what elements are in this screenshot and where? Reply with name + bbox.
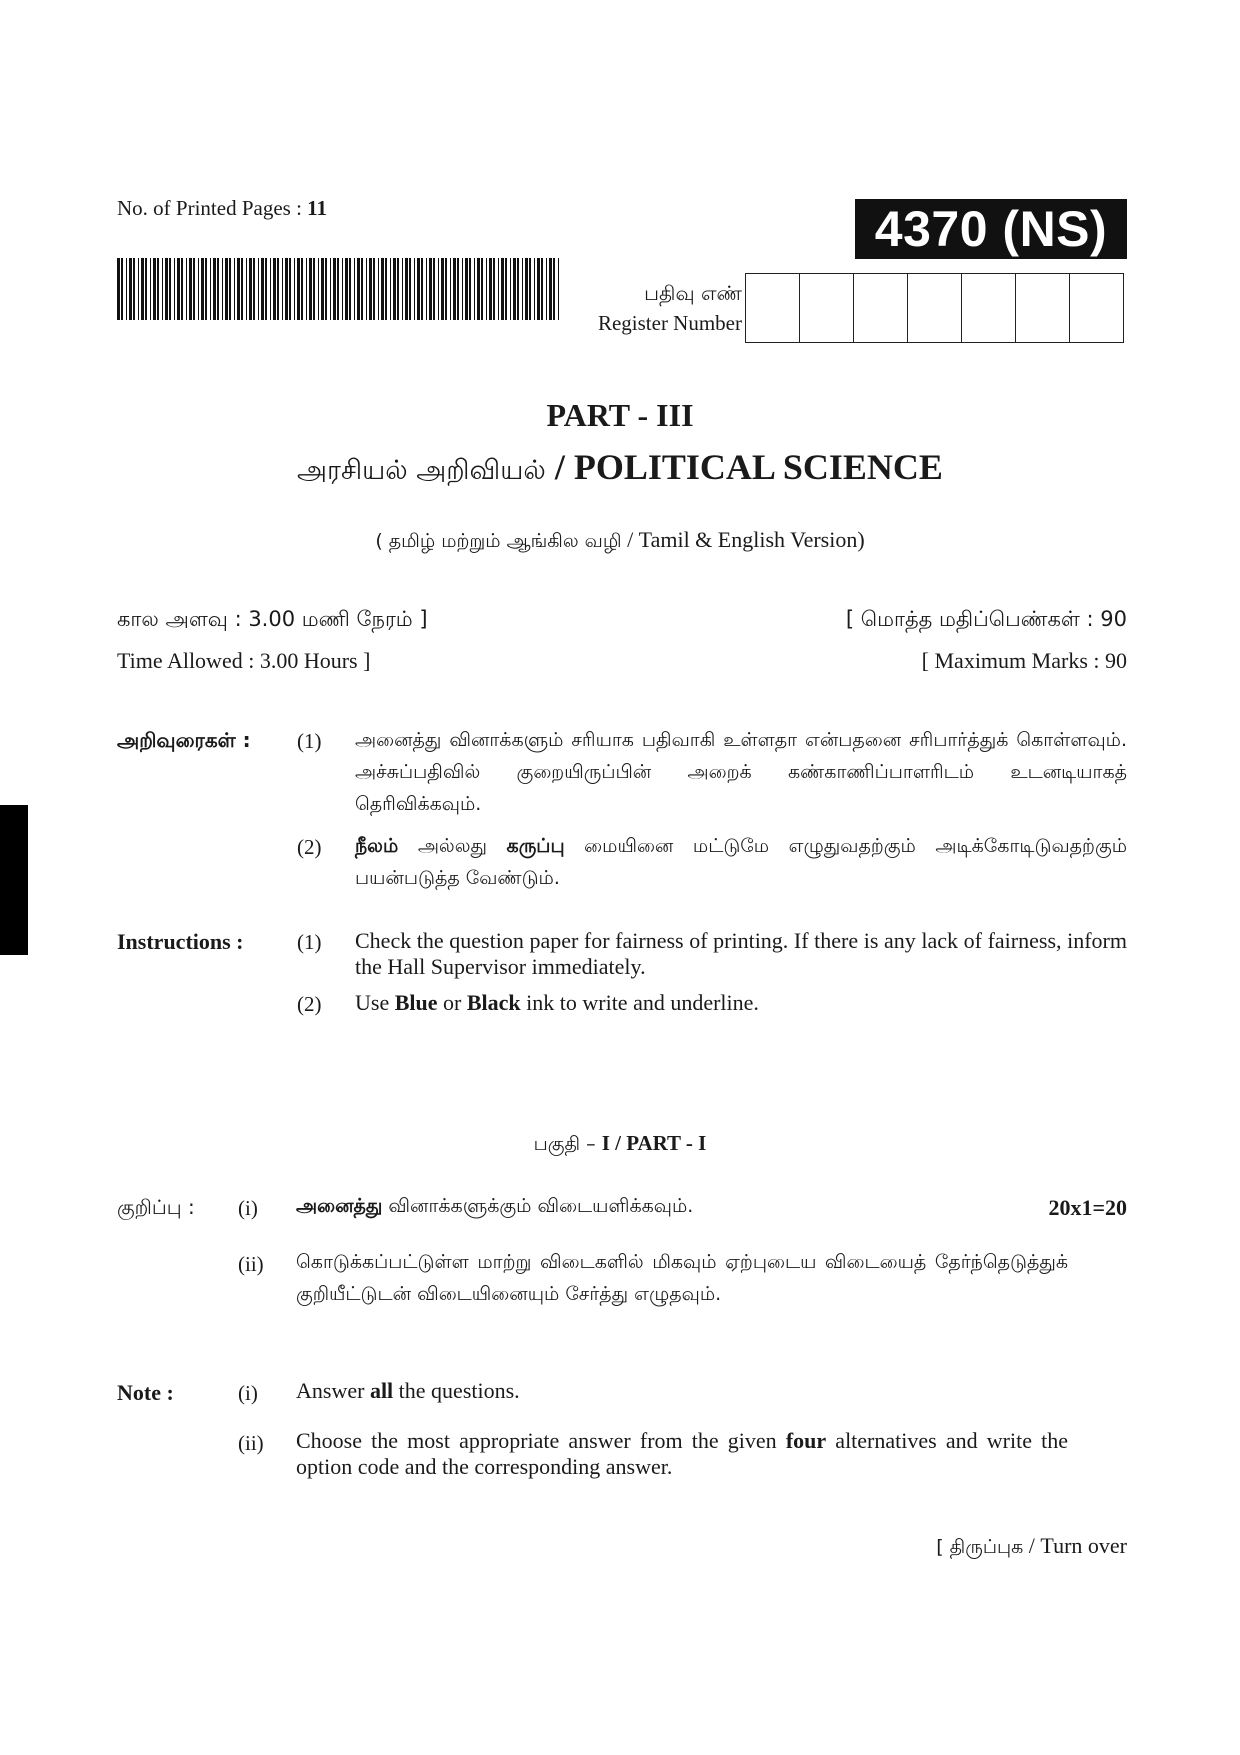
barcode-bar: [294, 258, 295, 320]
barcode-bar: [121, 258, 123, 320]
barcode-bar: [450, 258, 451, 320]
barcode-bar: [378, 258, 379, 320]
barcode-bar: [477, 258, 480, 320]
barcode-bar: [529, 258, 531, 320]
instructions-ta-label: அறிவுரைகள் :: [117, 728, 251, 752]
note-ta-text: அனைத்து வினாக்களுக்கும் விடையளிக்கவும்.: [296, 1195, 694, 1217]
barcode-bar: [237, 258, 240, 320]
barcode-bar: [369, 258, 372, 320]
barcode-bar: [481, 258, 483, 320]
barcode-bar: [181, 258, 183, 320]
barcode-bar: [534, 258, 535, 320]
barcode-bar: [213, 258, 216, 320]
barcode-bar: [373, 258, 375, 320]
barcode-bar: [301, 258, 303, 320]
barcode-bar: [438, 258, 439, 320]
barcode-bar: [333, 258, 336, 320]
instruction-ta-num: (2): [297, 835, 322, 859]
barcode-image: [117, 258, 562, 320]
barcode-bar: [349, 258, 351, 320]
barcode-bar: [282, 258, 283, 320]
barcode-bar: [462, 258, 463, 320]
barcode-bar: [246, 258, 247, 320]
barcode-bar: [354, 258, 355, 320]
barcode-bar: [489, 258, 492, 320]
barcode-bar: [525, 258, 528, 320]
register-number-label: பதிவு எண் Register Number: [597, 281, 742, 335]
instruction-en-num: (1): [297, 930, 322, 954]
barcode-bar: [318, 258, 319, 320]
barcode-bar: [469, 258, 471, 320]
instructions-en-label: Instructions :: [117, 929, 244, 954]
barcode-bar: [138, 258, 139, 320]
barcode-bar: [390, 258, 391, 320]
barcode-bar: [297, 258, 300, 320]
barcode-bar: [225, 258, 228, 320]
barcode-bar: [393, 258, 396, 320]
note-en-text: Choose the most appropriate answer from the given four alternatives and write the option code and the corresponding answer.: [296, 1428, 1068, 1479]
time-allowed-ta: கால அளவு : 3.00 மணி நேரம் ]: [117, 607, 428, 631]
barcode-bar: [522, 258, 523, 320]
register-box: [800, 274, 854, 342]
barcode-bar: [361, 258, 363, 320]
note-en-num: (i): [238, 1381, 258, 1405]
barcode-bar: [150, 258, 151, 320]
barcode-bar: [241, 258, 243, 320]
barcode-bar: [222, 258, 223, 320]
barcode-bar: [306, 258, 307, 320]
barcode-bar: [445, 258, 447, 320]
barcode-bar: [309, 258, 312, 320]
barcode-bar: [169, 258, 171, 320]
note-ta-label: குறிப்பு :: [117, 1195, 195, 1219]
note-en-label: Note :: [117, 1380, 174, 1405]
barcode-bar: [201, 258, 204, 320]
barcode-bar: [486, 258, 487, 320]
version-note: ( தமிழ் மற்றும் ஆங்கில வழி / Tamil & English Version): [375, 527, 865, 552]
barcode-bar: [337, 258, 339, 320]
barcode-bar: [253, 258, 255, 320]
barcode-bar: [153, 258, 156, 320]
barcode-bar: [345, 258, 348, 320]
register-box: [1016, 274, 1070, 342]
barcode-bar: [133, 258, 135, 320]
instruction-ta-text: நீலம் அல்லது கருப்பு மையினை மட்டுமே எழுதுவதற்கும் அடிக்கோடிடுவதற்கும் பயன்படுத்த வேண்டும்.: [355, 835, 1128, 889]
barcode-bar: [273, 258, 276, 320]
barcode-bar: [289, 258, 291, 320]
max-marks-en: [ Maximum Marks : 90: [921, 648, 1127, 673]
register-box: [1070, 274, 1123, 342]
barcode-bar: [186, 258, 187, 320]
barcode-bar: [189, 258, 192, 320]
barcode-bar: [505, 258, 507, 320]
barcode-bar: [330, 258, 331, 320]
register-box: [854, 274, 908, 342]
barcode-bar: [433, 258, 435, 320]
barcode-bar: [321, 258, 324, 320]
barcode-bar: [441, 258, 444, 320]
note-en-text: Answer all the questions.: [296, 1378, 520, 1403]
paper-code-badge: 4370 (NS): [855, 199, 1127, 259]
barcode-bar: [453, 258, 456, 320]
barcode-bar: [249, 258, 252, 320]
barcode-bar: [210, 258, 211, 320]
note-en-num: (ii): [238, 1431, 264, 1455]
barcode-bar: [426, 258, 427, 320]
barcode-bar: [397, 258, 399, 320]
barcode-bar: [498, 258, 499, 320]
register-box: [962, 274, 1016, 342]
barcode-bar: [366, 258, 367, 320]
barcode-bar: [325, 258, 327, 320]
barcode-bar: [198, 258, 199, 320]
barcode-bar: [510, 258, 511, 320]
instruction-en-num: (2): [297, 992, 322, 1016]
part-heading: PART - III: [546, 397, 694, 433]
barcode-bar: [513, 258, 516, 320]
barcode-bar: [414, 258, 415, 320]
instruction-ta-text: அனைத்து வினாக்களும் சரியாக பதிவாகி உள்ளதா என்பதனை சரிபார்த்துக் கொள்ளவும். அச்சுப்பதிவில் குறையிருப்பின் அறைக் கண்காணிப்பாளரிடம் உடனடியாகத் தெரிவிக்கவும்.: [355, 729, 1127, 815]
margin-mark: [0, 805, 28, 955]
barcode-bar: [357, 258, 360, 320]
barcode-bar: [474, 258, 475, 320]
barcode-bar: [141, 258, 144, 320]
barcode-bar: [270, 258, 271, 320]
barcode-bar: [421, 258, 423, 320]
barcode-bar: [381, 258, 384, 320]
barcode-bar: [285, 258, 288, 320]
barcode-bar: [465, 258, 468, 320]
barcode-bar: [193, 258, 195, 320]
instruction-en-text: Check the question paper for fairness of printing. If there is any lack of fairness, inform the Hall Supervisor immediately.: [355, 928, 1127, 979]
section-marks: 20x1=20: [1048, 1195, 1127, 1220]
instruction-ta-num: (1): [297, 729, 322, 753]
barcode-bar: [457, 258, 459, 320]
max-marks-ta: [ மொத்த மதிப்பெண்கள் : 90: [845, 607, 1127, 631]
barcode-bar: [117, 258, 120, 320]
barcode-bar: [265, 258, 267, 320]
barcode-bar: [129, 258, 132, 320]
barcode-bar: [493, 258, 495, 320]
note-ta-num: (i): [238, 1196, 258, 1220]
barcode-bar: [145, 258, 147, 320]
note-ta-num: (ii): [238, 1252, 264, 1276]
barcode-bar: [234, 258, 235, 320]
barcode-bar: [313, 258, 315, 320]
part-one-heading: பகுதி – I / PART - I: [533, 1131, 707, 1155]
barcode-bar: [517, 258, 519, 320]
instruction-en-text: Use Blue or Black ink to write and underline.: [355, 990, 759, 1015]
barcode-bar: [405, 258, 408, 320]
printed-pages: No. of Printed Pages : 11: [117, 196, 327, 220]
barcode-bar: [261, 258, 264, 320]
barcode-bar: [501, 258, 504, 320]
barcode-bar: [417, 258, 420, 320]
barcode-bar: [157, 258, 159, 320]
barcode-bar: [258, 258, 259, 320]
time-allowed-en: Time Allowed : 3.00 Hours ]: [117, 648, 371, 673]
barcode-bar: [174, 258, 175, 320]
barcode-bar: [429, 258, 432, 320]
note-ta-text: கொடுக்கப்பட்டுள்ள மாற்று விடைகளில் மிகவும் ஏற்புடைய விடையைத் தேர்ந்தெடுத்துக் குறியீட்டுடன் விடையினையும் சேர்த்து எழுதவும்.: [296, 1251, 1068, 1305]
barcode-bar: [177, 258, 180, 320]
barcode-bar: [342, 258, 343, 320]
barcode-bar: [217, 258, 219, 320]
register-number-boxes: [745, 273, 1124, 343]
barcode-bar: [277, 258, 279, 320]
register-box: [908, 274, 962, 342]
barcode-bar: [409, 258, 411, 320]
turn-over-note: [ திருப்புக / Turn over: [936, 1533, 1127, 1558]
register-box: [746, 274, 800, 342]
barcode-bar: [205, 258, 207, 320]
barcode-bar: [402, 258, 403, 320]
barcode-bar: [162, 258, 163, 320]
barcode-bar: [165, 258, 168, 320]
subject-title: அரசியல் அறிவியல் / POLITICAL SCIENCE: [297, 447, 943, 487]
barcode-bar: [126, 258, 127, 320]
barcode-bar: [385, 258, 387, 320]
barcode-bar: [229, 258, 231, 320]
